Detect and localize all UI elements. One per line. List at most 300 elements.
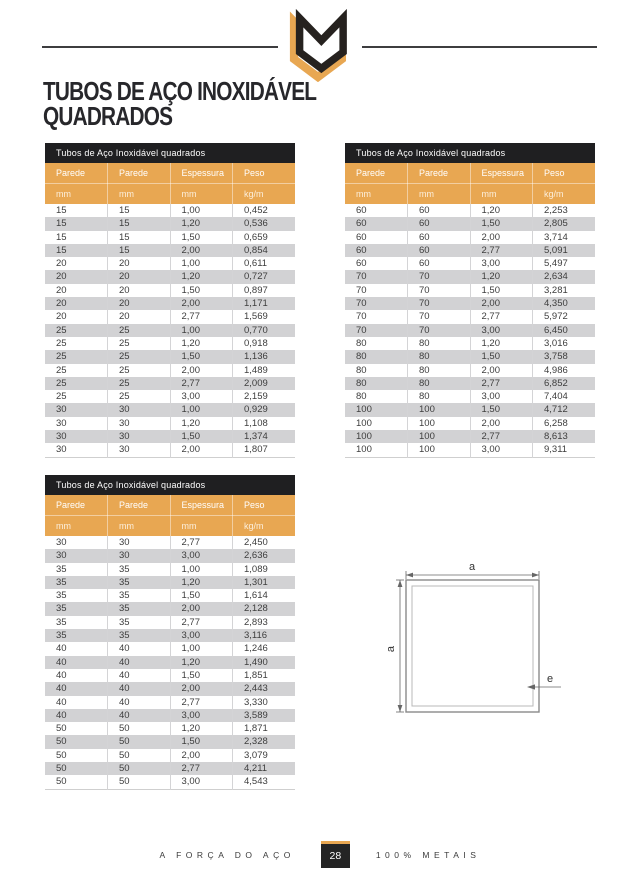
table-row <box>345 217 595 230</box>
table-row <box>45 430 295 443</box>
table-cell: 1,374 <box>233 430 296 443</box>
table-cell: 1,20 <box>170 417 233 430</box>
table-cell: 20 <box>45 297 108 310</box>
table-cell: 35 <box>45 629 108 642</box>
table-cell: 0,929 <box>233 403 296 416</box>
table-cell: 1,20 <box>470 204 533 217</box>
table-row <box>45 616 295 629</box>
table-cell: 1,871 <box>244 723 268 735</box>
table-caption: Tubos de Aço Inoxidável quadrados <box>345 143 595 163</box>
table-cell: 35 <box>45 616 108 629</box>
table-cell: 3,714 <box>544 231 568 243</box>
table-cell: 3,00 <box>170 709 233 722</box>
col-header-parede1: Parede <box>345 163 408 184</box>
col-header-parede2: Parede <box>408 163 471 184</box>
table-cell: 2,77 <box>470 244 533 257</box>
table-cell: 3,281 <box>544 284 568 296</box>
table-cell: 3,00 <box>170 549 233 562</box>
table-cell: 20 <box>108 310 171 323</box>
table-cell: 4,211 <box>233 762 296 775</box>
table-cell: 20 <box>108 297 171 310</box>
table-cell: 2,77 <box>170 762 233 775</box>
table-row <box>45 549 295 562</box>
table-cell: 0,659 <box>244 231 268 243</box>
table-row <box>45 403 295 416</box>
table-row <box>345 403 595 416</box>
table-cell: 25 <box>108 390 171 403</box>
table-cell: 60 <box>408 217 471 230</box>
table-cell: 60 <box>345 204 408 217</box>
table-row <box>345 337 595 350</box>
inner-square <box>412 586 533 706</box>
table-cell: 35 <box>45 589 108 602</box>
table-cell: 60 <box>345 244 408 257</box>
table-cell: 30 <box>108 443 171 457</box>
table-cell: 1,20 <box>470 337 533 350</box>
table-cell: 60 <box>345 231 408 244</box>
table-cell: 50 <box>108 735 171 748</box>
table-cell: 80 <box>345 377 408 390</box>
table-cell: 25 <box>108 377 171 390</box>
table-cell: 70 <box>408 297 471 310</box>
table-cell: 1,50 <box>470 217 533 230</box>
table-cell: 80 <box>408 377 471 390</box>
table-cell: 3,00 <box>470 443 533 457</box>
table-cell: 80 <box>408 350 471 363</box>
table-row <box>45 656 295 669</box>
table-cell: 40 <box>108 682 171 695</box>
table-cell: 3,116 <box>233 629 296 642</box>
table-cell: 1,00 <box>170 642 233 655</box>
table-cell: 100 <box>345 403 408 416</box>
table-row <box>45 364 295 377</box>
col-header-parede1: Parede <box>45 163 108 184</box>
table-cell: 1,50 <box>170 735 233 748</box>
table-cell: 50 <box>108 749 171 762</box>
table-cell: 1,490 <box>233 656 296 669</box>
table-row <box>45 244 295 257</box>
table-cell: 1,50 <box>470 403 533 416</box>
table-cell: 20 <box>108 257 171 270</box>
table-row <box>45 270 295 283</box>
table-row <box>45 217 295 230</box>
table-cell: 1,089 <box>244 563 268 575</box>
table-row <box>345 364 595 377</box>
table-cell: 1,20 <box>470 270 533 283</box>
unit-kgm: kg/m <box>533 184 596 205</box>
table-cell: 1,50 <box>170 231 233 244</box>
table-cell: 2,893 <box>244 616 268 628</box>
unit-mm: mm <box>45 516 108 537</box>
table-cell: 50 <box>45 722 108 735</box>
col-header-parede1: Parede <box>45 495 108 516</box>
table-row <box>345 310 595 323</box>
table-cell: 70 <box>408 284 471 297</box>
table-row <box>45 337 295 350</box>
table-row <box>45 602 295 615</box>
table-row <box>345 350 595 363</box>
table-header-row <box>45 495 295 516</box>
table-cell: 6,450 <box>533 324 596 337</box>
table-row <box>345 297 595 310</box>
table-cell: 100 <box>345 443 408 457</box>
table-cell: 1,50 <box>170 350 233 363</box>
table-cell: 2,450 <box>244 537 268 548</box>
table-cell: 20 <box>108 270 171 283</box>
table-cell: 9,311 <box>544 444 568 456</box>
table-cell: 50 <box>108 775 171 789</box>
table-cell: 2,009 <box>233 377 296 390</box>
table-cell: 7,404 <box>544 391 568 403</box>
table-cell: 1,301 <box>233 576 296 589</box>
header-rule-right <box>362 46 597 48</box>
table-row <box>345 443 595 457</box>
table-cell: 15 <box>45 231 108 244</box>
table-cell: 2,77 <box>170 536 233 549</box>
table-cell: 3,00 <box>170 775 233 789</box>
table-cell: 70 <box>345 324 408 337</box>
table-header-row <box>45 163 295 184</box>
table-cell: 1,20 <box>170 337 233 350</box>
table-cell: 20 <box>45 284 108 297</box>
table-row <box>345 204 595 217</box>
table-cell: 2,77 <box>470 377 533 390</box>
table-caption: Tubos de Aço Inoxidável quadrados <box>45 475 295 495</box>
table-cell: 2,77 <box>170 616 233 629</box>
table-cell: 30 <box>45 403 108 416</box>
table-row <box>345 417 595 430</box>
table-cell: 3,079 <box>244 749 268 761</box>
unit-mm: mm <box>170 184 233 205</box>
table-cell: 40 <box>45 642 108 655</box>
table-cell: 100 <box>345 417 408 430</box>
table-cell: 3,016 <box>544 337 568 349</box>
table-cell: 3,00 <box>170 390 233 403</box>
table-cell: 5,091 <box>533 244 596 257</box>
table-row <box>45 417 295 430</box>
table-cell: 50 <box>108 762 171 775</box>
unit-kgm: kg/m <box>233 184 296 205</box>
table-row <box>45 629 295 642</box>
table-cell: 1,50 <box>170 589 233 602</box>
table-cell: 35 <box>45 563 108 576</box>
table-cell: 15 <box>45 244 108 257</box>
table-cell: 80 <box>408 337 471 350</box>
page-footer <box>0 841 640 868</box>
table-cell: 8,613 <box>533 430 596 443</box>
table-row <box>45 204 295 217</box>
table-cell: 3,330 <box>244 696 268 708</box>
table-cell: 25 <box>45 390 108 403</box>
table-cell: 2,634 <box>533 270 596 283</box>
outer-square <box>406 580 539 712</box>
col-header-espessura: Espessura <box>170 495 233 516</box>
table-cell: 1,50 <box>170 669 233 682</box>
table-cell: 2,128 <box>233 602 296 615</box>
col-header-espessura: Espessura <box>170 163 233 184</box>
dim-label-a-left: a <box>385 645 397 653</box>
table-row <box>345 430 595 443</box>
table-top-left <box>45 143 295 458</box>
table-cell: 2,77 <box>170 377 233 390</box>
unit-mm: mm <box>108 184 171 205</box>
table-cell: 2,77 <box>170 310 233 323</box>
table-cell: 50 <box>45 749 108 762</box>
table-cell: 0,727 <box>233 270 296 283</box>
table-cell: 80 <box>408 390 471 403</box>
table-cell: 1,00 <box>170 204 233 217</box>
table-bottom-left <box>45 475 295 790</box>
table-cell: 3,00 <box>470 324 533 337</box>
table-cell: 2,328 <box>233 735 296 748</box>
table-cell: 30 <box>108 549 171 562</box>
table-units-row <box>345 184 595 205</box>
table-cell: 0,611 <box>244 258 268 270</box>
table-cell: 35 <box>108 576 171 589</box>
table-cell: 1,20 <box>170 576 233 589</box>
unit-mm: mm <box>108 516 171 537</box>
table-cell: 2,253 <box>544 205 568 216</box>
table-row <box>45 696 295 709</box>
table-cell: 20 <box>108 284 171 297</box>
table-cell: 1,851 <box>244 669 268 681</box>
table-cell: 50 <box>45 735 108 748</box>
table-cell: 2,00 <box>470 231 533 244</box>
table-cell: 35 <box>108 629 171 642</box>
table-cell: 25 <box>108 350 171 363</box>
table-cell: 70 <box>408 324 471 337</box>
table-row <box>45 231 295 244</box>
table-cell: 80 <box>408 364 471 377</box>
table-row <box>45 749 295 762</box>
table-cell: 1,108 <box>244 417 268 429</box>
table-cell: 50 <box>108 722 171 735</box>
table-cell: 20 <box>45 270 108 283</box>
table-cell: 1,171 <box>233 297 296 310</box>
table-units-row <box>45 184 295 205</box>
table-row <box>45 563 295 576</box>
unit-mm: mm <box>470 184 533 205</box>
table-cell: 2,00 <box>170 443 233 457</box>
table-cell: 30 <box>45 417 108 430</box>
table-cell: 1,569 <box>244 311 268 323</box>
table-row <box>45 775 295 789</box>
table-row <box>45 377 295 390</box>
table-cell: 70 <box>345 297 408 310</box>
table-cell: 35 <box>108 589 171 602</box>
table-cell: 2,00 <box>470 297 533 310</box>
table-cell: 3,00 <box>470 390 533 403</box>
table-row <box>45 576 295 589</box>
table-cell: 15 <box>45 217 108 230</box>
table-cell: 3,00 <box>170 629 233 642</box>
table-cell: 1,614 <box>244 590 268 602</box>
table-cell: 60 <box>345 257 408 270</box>
table-cell: 40 <box>45 656 108 669</box>
table-row <box>45 297 295 310</box>
col-header-parede2: Parede <box>108 495 171 516</box>
table-cell: 25 <box>45 324 108 337</box>
table-cell: 25 <box>45 350 108 363</box>
table-row <box>345 324 595 337</box>
table-row <box>45 310 295 323</box>
table-cell: 0,854 <box>233 244 296 257</box>
table-cell: 1,489 <box>244 364 268 376</box>
table-cell: 1,20 <box>170 656 233 669</box>
table-cell: 1,00 <box>170 403 233 416</box>
table-cell: 40 <box>45 682 108 695</box>
table-row <box>345 284 595 297</box>
table-cell: 4,543 <box>244 776 268 788</box>
col-header-peso: Peso <box>233 495 296 516</box>
table-cell: 15 <box>108 217 171 230</box>
table-cell: 80 <box>345 337 408 350</box>
table-cell: 100 <box>408 430 471 443</box>
dim-label-a-top: a <box>468 561 476 573</box>
table-row <box>45 722 295 735</box>
table-cell: 1,246 <box>244 643 268 655</box>
table-row <box>45 642 295 655</box>
table-cell: 0,536 <box>233 217 296 230</box>
table-cell: 1,50 <box>470 350 533 363</box>
dim-label-e: e <box>546 673 554 685</box>
table-cell: 6,258 <box>544 417 568 429</box>
table-cell: 0,918 <box>244 337 268 349</box>
table-cell: 2,00 <box>170 682 233 695</box>
col-header-espessura: Espessura <box>470 163 533 184</box>
table-cell: 6,852 <box>533 377 596 390</box>
table-cell: 40 <box>108 696 171 709</box>
unit-mm: mm <box>45 184 108 205</box>
table-cell: 2,77 <box>470 310 533 323</box>
table-cell: 60 <box>408 231 471 244</box>
table-cell: 30 <box>45 549 108 562</box>
table-cell: 70 <box>408 310 471 323</box>
table-cell: 2,77 <box>170 696 233 709</box>
brand-shield-logo <box>286 6 354 82</box>
table-cell: 60 <box>408 257 471 270</box>
table-cell: 3,589 <box>233 709 296 722</box>
table-row <box>45 284 295 297</box>
table-cell: 25 <box>108 337 171 350</box>
table-cell: 15 <box>108 244 171 257</box>
table-row <box>345 257 595 270</box>
table-row <box>45 762 295 775</box>
table-cell: 25 <box>45 377 108 390</box>
table-cell: 30 <box>108 403 171 416</box>
table-cell: 50 <box>45 775 108 789</box>
footer-slogan-right: 100% METAIS <box>375 849 481 860</box>
table-cell: 2,00 <box>170 749 233 762</box>
table-cell: 30 <box>45 536 108 549</box>
table-cell: 100 <box>408 417 471 430</box>
table-cell: 4,712 <box>533 403 596 416</box>
page-title-line1: TUBOS DE AÇO INOXIDÁVEL <box>43 76 317 106</box>
table-cell: 2,443 <box>233 682 296 695</box>
table-cell: 1,20 <box>170 270 233 283</box>
table-cell: 80 <box>345 364 408 377</box>
table-cell: 2,159 <box>244 391 268 403</box>
table-cell: 35 <box>108 563 171 576</box>
table-row <box>345 390 595 403</box>
table-cell: 1,136 <box>233 350 296 363</box>
unit-mm: mm <box>345 184 408 205</box>
table-row <box>45 709 295 722</box>
table-cell: 20 <box>45 257 108 270</box>
table-cell: 30 <box>108 417 171 430</box>
table-cell: 1,00 <box>170 257 233 270</box>
table-cell: 4,986 <box>544 364 568 376</box>
unit-kgm: kg/m <box>233 516 296 537</box>
footer-slogan-left: A FORÇA DO AÇO <box>159 849 295 860</box>
table-cell: 1,807 <box>244 444 268 456</box>
table-cell: 5,972 <box>544 311 568 323</box>
table-cell: 100 <box>345 430 408 443</box>
table-cell: 2,636 <box>233 549 296 562</box>
page-title-line2: QUADRADOS <box>43 101 173 131</box>
table-row <box>345 270 595 283</box>
table-cell: 2,805 <box>533 217 596 230</box>
page-title <box>43 76 317 131</box>
table-cell: 25 <box>108 364 171 377</box>
table-cell: 25 <box>45 337 108 350</box>
table-cell: 25 <box>108 324 171 337</box>
table-cell: 40 <box>45 669 108 682</box>
table-header-row <box>345 163 595 184</box>
table-cell: 80 <box>345 350 408 363</box>
table-cell: 15 <box>45 204 108 217</box>
col-header-parede2: Parede <box>108 163 171 184</box>
table-cell: 100 <box>408 403 471 416</box>
unit-mm: mm <box>170 516 233 537</box>
table-row <box>45 350 295 363</box>
table-cell: 3,758 <box>533 350 596 363</box>
table-cell: 30 <box>108 430 171 443</box>
table-cell: 40 <box>108 642 171 655</box>
table-cell: 40 <box>108 709 171 722</box>
page-number-badge: 28 <box>321 841 350 868</box>
table-cell: 70 <box>345 310 408 323</box>
table-caption: Tubos de Aço Inoxidável quadrados <box>45 143 295 163</box>
table-cell: 1,20 <box>170 722 233 735</box>
table-cell: 30 <box>108 536 171 549</box>
table-row <box>45 536 295 549</box>
table-row <box>45 735 295 748</box>
table-row <box>45 324 295 337</box>
table-cell: 60 <box>345 217 408 230</box>
table-row <box>345 231 595 244</box>
table-row <box>45 669 295 682</box>
table-row <box>45 390 295 403</box>
table-cell: 1,50 <box>170 430 233 443</box>
table-cell: 2,00 <box>470 417 533 430</box>
table-cell: 1,00 <box>170 563 233 576</box>
table-cell: 60 <box>408 244 471 257</box>
table-cell: 0,897 <box>244 284 268 296</box>
table-units-row <box>45 516 295 537</box>
table-cell: 70 <box>408 270 471 283</box>
table-cell: 2,00 <box>470 364 533 377</box>
table-cell: 70 <box>345 270 408 283</box>
tube-cross-section-diagram <box>380 548 580 743</box>
table-row <box>45 682 295 695</box>
table-cell: 0,770 <box>233 324 296 337</box>
table-cell: 70 <box>345 284 408 297</box>
table-cell: 35 <box>45 602 108 615</box>
table-cell: 60 <box>408 204 471 217</box>
table-cell: 25 <box>45 364 108 377</box>
col-header-peso: Peso <box>233 163 296 184</box>
